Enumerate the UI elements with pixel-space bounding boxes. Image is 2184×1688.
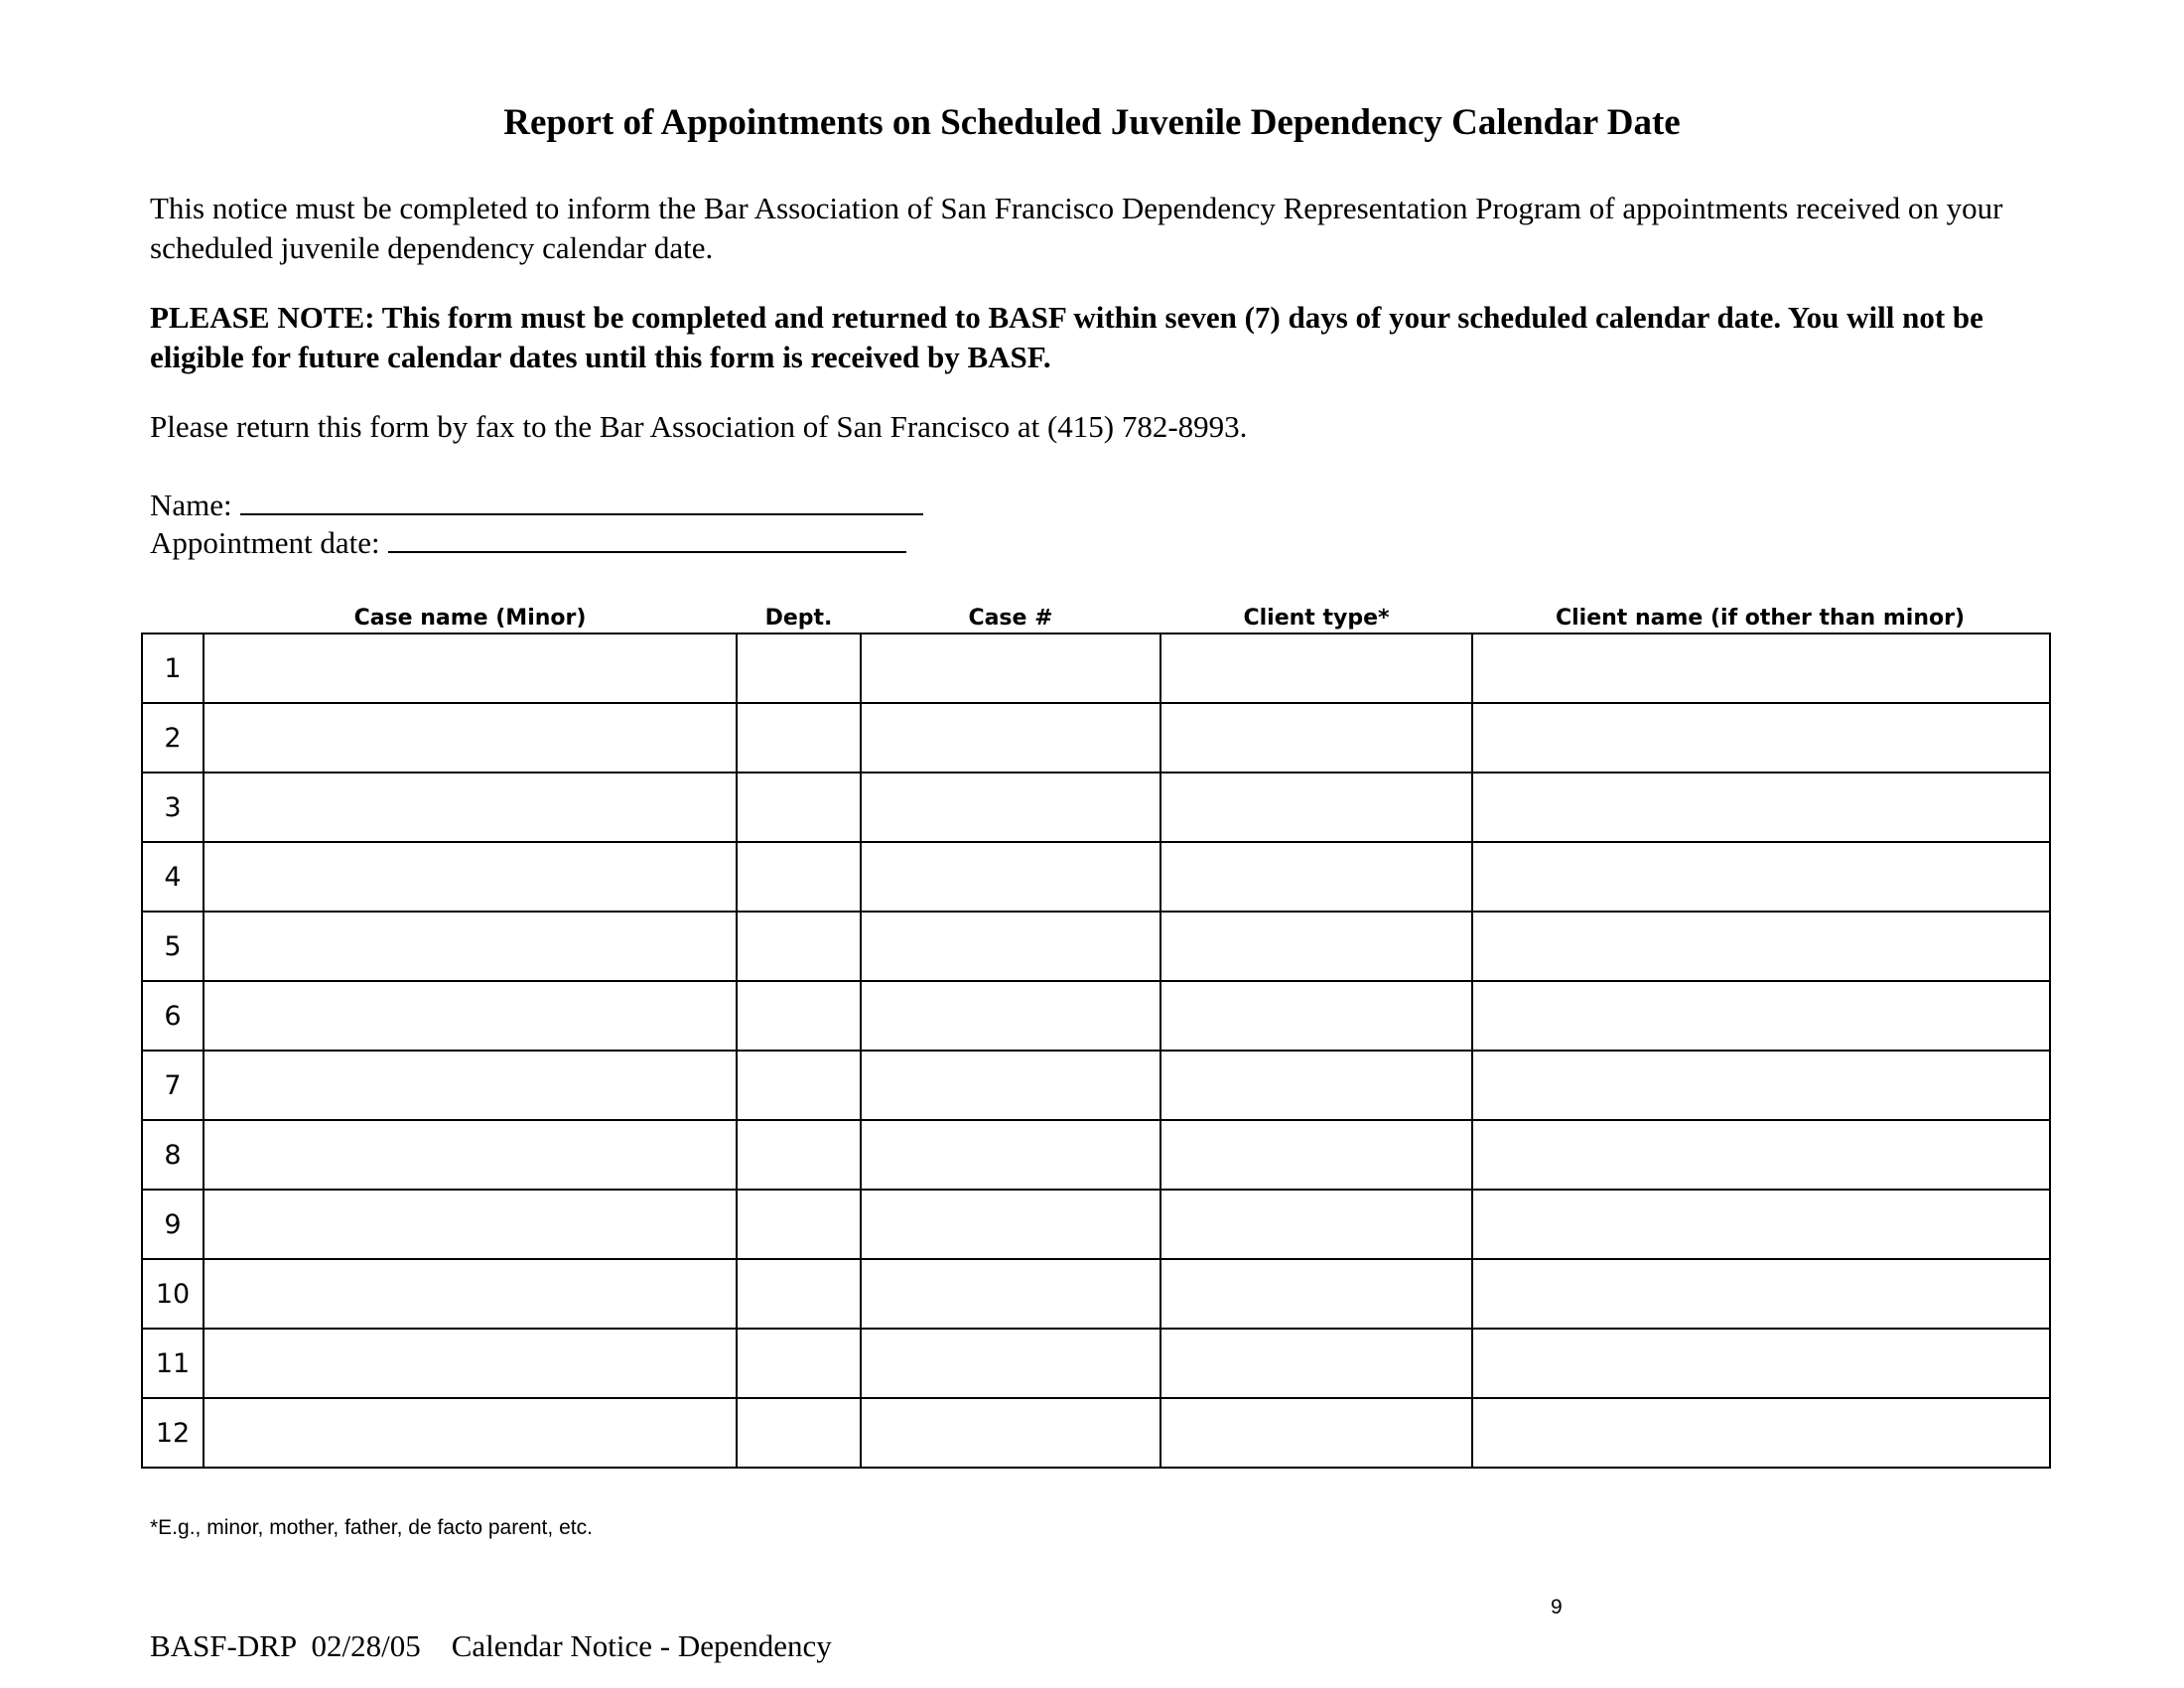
table-row (142, 703, 2050, 773)
page-number: 9 (1551, 1596, 1563, 1618)
cell-client-type[interactable] (1160, 1398, 1472, 1468)
table-row (142, 842, 2050, 912)
cell-client-type[interactable] (1160, 981, 1472, 1051)
cell-client-type[interactable] (1160, 1051, 1472, 1120)
cell-dept[interactable] (737, 912, 861, 981)
cell-case-number[interactable] (861, 703, 1160, 773)
row-number: 7 (142, 1051, 204, 1120)
cell-client-name[interactable] (1472, 1259, 2050, 1329)
row-number: 11 (142, 1329, 204, 1398)
cell-client-name[interactable] (1472, 633, 2050, 703)
cell-client-name[interactable] (1472, 842, 2050, 912)
header-case-name: Case name (Minor) (353, 606, 587, 631)
cell-client-type[interactable] (1160, 842, 1472, 912)
cell-case-name[interactable] (204, 1051, 737, 1120)
cell-client-name[interactable] (1472, 703, 2050, 773)
cell-client-name[interactable] (1472, 1120, 2050, 1190)
cell-client-type[interactable] (1160, 1120, 1472, 1190)
row-number: 5 (142, 912, 204, 981)
cell-case-number[interactable] (861, 842, 1160, 912)
cell-case-number[interactable] (861, 1398, 1160, 1468)
table-row (142, 1190, 2050, 1259)
cell-case-number[interactable] (861, 1051, 1160, 1120)
name-input-line[interactable] (240, 484, 923, 515)
cell-dept[interactable] (737, 633, 861, 703)
row-number: 6 (142, 981, 204, 1051)
row-number: 2 (142, 703, 204, 773)
row-number: 10 (142, 1259, 204, 1329)
name-label: Name: (150, 488, 232, 522)
table-row (142, 912, 2050, 981)
cell-dept[interactable] (737, 1120, 861, 1190)
table-row (142, 1259, 2050, 1329)
table-row (142, 773, 2050, 842)
table-row (142, 1398, 2050, 1468)
cell-client-type[interactable] (1160, 1329, 1472, 1398)
cell-dept[interactable] (737, 1398, 861, 1468)
cell-case-number[interactable] (861, 912, 1160, 981)
cell-client-name[interactable] (1472, 1190, 2050, 1259)
return-instructions: Please return this form by fax to the Bar Association of San Francisco at (415) 782-8993. (150, 409, 1248, 444)
table-row (142, 1051, 2050, 1120)
table-row (142, 981, 2050, 1051)
cell-dept[interactable] (737, 1259, 861, 1329)
cell-case-number[interactable] (861, 981, 1160, 1051)
cell-client-type[interactable] (1160, 773, 1472, 842)
name-field (150, 484, 923, 525)
cell-case-name[interactable] (204, 842, 737, 912)
cell-client-name[interactable] (1472, 773, 2050, 842)
cell-case-name[interactable] (204, 703, 737, 773)
row-number: 1 (142, 633, 204, 703)
cell-dept[interactable] (737, 773, 861, 842)
cell-dept[interactable] (737, 1329, 861, 1398)
cell-case-number[interactable] (861, 1120, 1160, 1190)
header-client-type: Client type* (1243, 606, 1390, 631)
client-type-footnote: *E.g., minor, mother, father, de facto parent, etc. (150, 1516, 593, 1539)
form-footer: BASF-DRP 02/28/05 Calendar Notice - Dependency (150, 1628, 832, 1663)
cell-case-name[interactable] (204, 633, 737, 703)
cell-client-name[interactable] (1472, 912, 2050, 981)
cell-case-number[interactable] (861, 773, 1160, 842)
cell-case-number[interactable] (861, 1329, 1160, 1398)
cell-case-name[interactable] (204, 1259, 737, 1329)
cell-client-type[interactable] (1160, 1259, 1472, 1329)
cell-case-name[interactable] (204, 773, 737, 842)
cell-dept[interactable] (737, 1051, 861, 1120)
cell-dept[interactable] (737, 1190, 861, 1259)
appointment-date-input-line[interactable] (388, 521, 906, 553)
cell-client-type[interactable] (1160, 912, 1472, 981)
table-row (142, 1120, 2050, 1190)
form-title: Report of Appointments on Scheduled Juvenile Dependency Calendar Date (503, 102, 1681, 143)
cell-client-name[interactable] (1472, 1398, 2050, 1468)
cell-client-name[interactable] (1472, 1051, 2050, 1120)
header-client-name: Client name (if other than minor) (1555, 606, 1966, 631)
row-number: 4 (142, 842, 204, 912)
intro-paragraph: This notice must be completed to inform the Bar Association of San Francisco Dependency Representation Program of appointments received on your scheduled juvenile dependency calendar date. (150, 191, 2003, 265)
appointment-date-field (150, 521, 906, 563)
cell-client-name[interactable] (1472, 981, 2050, 1051)
header-case-number: Case # (968, 606, 1053, 631)
cell-dept[interactable] (737, 981, 861, 1051)
cell-case-name[interactable] (204, 1190, 737, 1259)
cell-case-name[interactable] (204, 1120, 737, 1190)
cell-case-name[interactable] (204, 912, 737, 981)
cell-dept[interactable] (737, 842, 861, 912)
cell-dept[interactable] (737, 703, 861, 773)
cell-case-name[interactable] (204, 981, 737, 1051)
cell-case-name[interactable] (204, 1398, 737, 1468)
row-number: 8 (142, 1120, 204, 1190)
row-number: 3 (142, 773, 204, 842)
please-note-paragraph: PLEASE NOTE: This form must be completed and returned to BASF within seven (7) days of your scheduled calendar date. You will not be eligible for future calendar dates until this form is received by BASF. (150, 300, 1983, 374)
cell-client-name[interactable] (1472, 1329, 2050, 1398)
cell-case-number[interactable] (861, 1259, 1160, 1329)
appointments-table (141, 633, 2051, 1469)
row-number: 12 (142, 1398, 204, 1468)
row-number: 9 (142, 1190, 204, 1259)
cell-client-type[interactable] (1160, 703, 1472, 773)
cell-case-number[interactable] (861, 1190, 1160, 1259)
cell-case-name[interactable] (204, 1329, 737, 1398)
header-dept: Dept. (764, 606, 833, 631)
table-row (142, 1329, 2050, 1398)
appointment-date-label: Appointment date: (150, 525, 380, 560)
table-row (142, 633, 2050, 703)
cell-client-type[interactable] (1160, 1190, 1472, 1259)
cell-client-type[interactable] (1160, 633, 1472, 703)
cell-case-number[interactable] (861, 633, 1160, 703)
